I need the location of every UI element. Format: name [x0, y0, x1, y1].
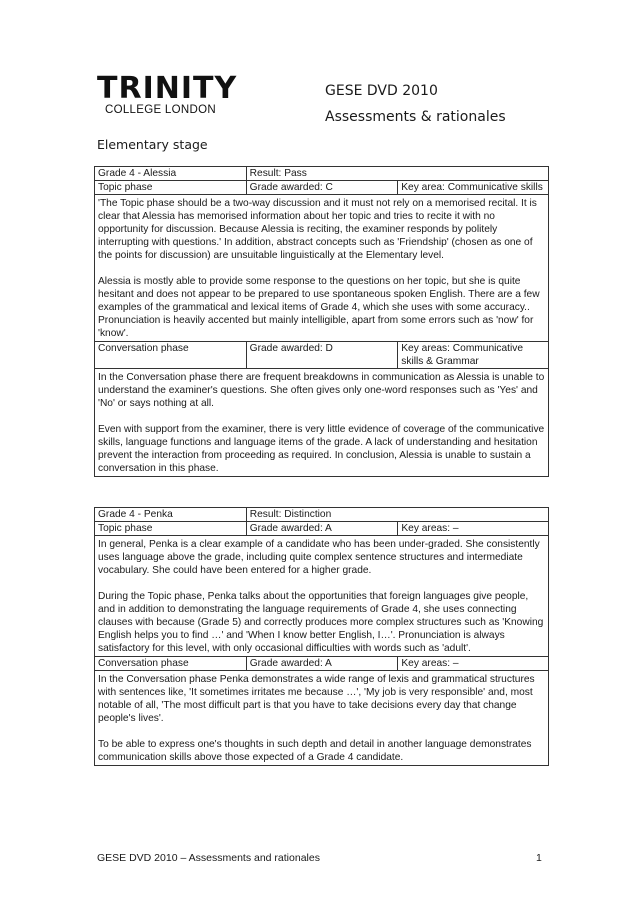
rationale-paragraph: In the Conversation phase Penka demonstrates a wide range of lexis and grammatical structures with sentences like, 'It sometimes irritates me because …', 'My job is very responsible' and, most notable of all, 'The most difficult part is that you have to take decisions every day that change people's lives'.: [98, 674, 535, 724]
table-row: [95, 181, 549, 195]
phase-cell: Conversation phase: [95, 657, 247, 671]
rationale-cell: [95, 536, 549, 657]
title-line-1: GESE DVD 2010: [325, 83, 438, 99]
rationale-cell: [95, 195, 549, 342]
result-cell: Result: Pass: [246, 167, 548, 181]
candidate-cell: Grade 4 - Alessia: [95, 167, 247, 181]
title-line-2: Assessments & rationales: [325, 109, 506, 125]
rationale-paragraph: Alessia is mostly able to provide some response to the questions on her topic, but she is quite hesitant and does not appear to be prepared to use spontaneous spoken English. There are a few examples of the grammatical and lexical items of Grade 4, which she uses with some accuracy.. Pronunciation is heavily accented but mainly intelligible, apart from some errors such as 'now' for 'know'.: [98, 276, 540, 339]
candidate-cell: Grade 4 - Penka: [95, 508, 247, 522]
table-row: [95, 522, 549, 536]
phase-cell: Topic phase: [95, 181, 247, 195]
rationale-paragraph: Even with support from the examiner, there is very little evidence of coverage of the communicative skills, language functions and language items of the grade. A lack of understanding and hesitation prevent the interaction from proceeding as required. In conclusion, Alessia is unable to sustain a conversation in this phase.: [98, 424, 545, 474]
table-row: [95, 369, 549, 477]
phase-cell: Conversation phase: [95, 342, 247, 369]
grade-cell: Grade awarded: A: [246, 657, 398, 671]
result-cell: Result: Distinction: [246, 508, 548, 522]
key-area-cell: Key areas: –: [398, 657, 549, 671]
table-row: [95, 167, 549, 181]
assessment-table-penka: [94, 507, 549, 766]
key-area-cell: Key areas: –: [398, 522, 549, 536]
grade-cell: Grade awarded: C: [246, 181, 398, 195]
table-row: [95, 536, 549, 657]
footer-title: GESE DVD 2010 – Assessments and rationales: [97, 852, 320, 864]
rationale-paragraph: To be able to express one's thoughts in such depth and detail in another language demonstrates communication skills above those expected of a Grade 4 candidate.: [98, 739, 532, 763]
key-area-cell: Key areas: Communicative skills & Grammar: [398, 342, 549, 369]
rationale-cell: [95, 369, 549, 477]
table-row: [95, 671, 549, 766]
rationale-cell: [95, 671, 549, 766]
document-title: [325, 78, 506, 130]
phase-cell: Topic phase: [95, 522, 247, 536]
grade-cell: Grade awarded: D: [246, 342, 398, 369]
table-row: [95, 508, 549, 522]
page-number: 1: [536, 852, 542, 864]
assessment-table-alessia: [94, 166, 549, 477]
table-row: [95, 342, 549, 369]
rationale-paragraph: During the Topic phase, Penka talks about the opportunities that foreign languages give people, and in addition to demonstrating the language requirements of Grade 4, she uses connecting clauses with because (Grade 5) and correctly produces more complex structures such as 'Knowing English helps you to find …' and 'When I know better English, I…'. Pronunciation is always satisfactory for this level, with only occasional difficulties with words such as 'adult'.: [98, 591, 544, 654]
trinity-logo: [97, 71, 242, 116]
key-area-cell: Key area: Communicative skills: [398, 181, 549, 195]
rationale-paragraph: 'The Topic phase should be a two-way discussion and it must not rely on a memorised recital. It is clear that Alessia has memorised information about her topic and tries to recite it with no opportunity for discussion. Because Alessia is reciting, the examiner responds by politely interrupting with questions.' In addition, abstract concepts such as 'Friendship' (chosen as one of the points for discussion) are unsuitable linguistically at the Elementary level.: [98, 198, 537, 261]
rationale-paragraph: In general, Penka is a clear example of a candidate who has been under-graded. She consistently uses language above the grade, including quite complex sentence structures and intermediate vocabulary. She could have been entered for a higher grade.: [98, 539, 540, 576]
logo-subtitle: COLLEGE LONDON: [105, 104, 216, 116]
stage-heading: Elementary stage: [97, 137, 208, 152]
table-row: [95, 657, 549, 671]
rationale-paragraph: In the Conversation phase there are frequent breakdowns in communication as Alessia is unable to understand the examiner's questions. She often gives only one-word responses such as 'Yes' and 'No' or says nothing at all.: [98, 372, 545, 409]
grade-cell: Grade awarded: A: [246, 522, 398, 536]
logo-wordmark: TRINITY: [97, 71, 238, 106]
table-row: [95, 195, 549, 342]
